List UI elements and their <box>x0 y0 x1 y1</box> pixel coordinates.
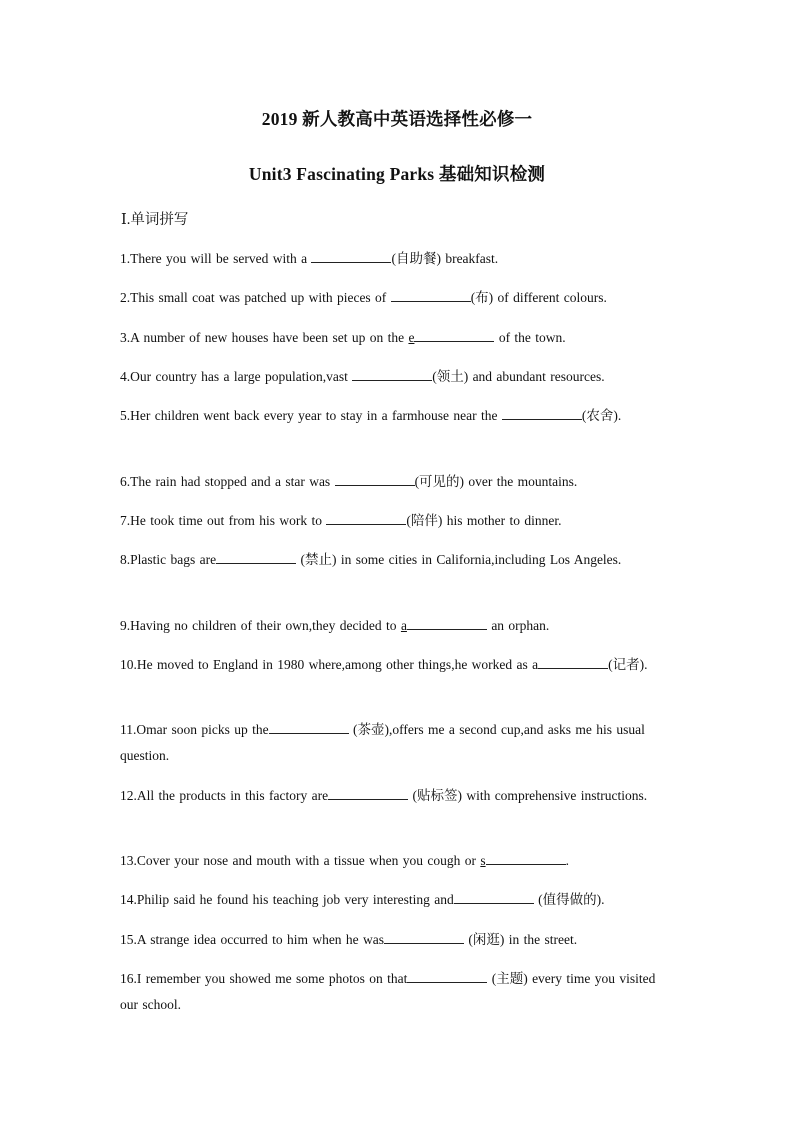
question-item <box>120 246 676 272</box>
answer-blank[interactable] <box>328 787 408 800</box>
question-hint: (记者). <box>608 657 648 672</box>
answer-blank[interactable] <box>502 407 582 420</box>
question-hint: (可见的) over the mountains. <box>414 474 578 489</box>
answer-blank[interactable] <box>326 512 406 525</box>
question-text: 9.Having no children of their own,they decided to <box>120 618 401 633</box>
question-item <box>120 508 676 534</box>
question-text: 13.Cover your nose and mouth with a tissue when you cough or <box>120 853 481 868</box>
answer-blank[interactable] <box>335 473 415 486</box>
question-text: 2.This small coat was patched up with pieces of <box>120 290 391 305</box>
answer-blank[interactable] <box>391 289 471 302</box>
question-text: 11.Omar soon picks up the <box>120 722 269 737</box>
question-hint: (陪伴) his mother to dinner. <box>406 513 562 528</box>
question-text: 4.Our country has a large population,vast <box>120 369 353 384</box>
answer-blank[interactable] <box>407 970 487 983</box>
question-text: 1.There you will be served with a <box>120 251 312 266</box>
document-subtitle: Unit3 Fascinating Parks 基础知识检测 <box>248 164 546 184</box>
question-item <box>120 887 676 913</box>
question-item <box>120 613 676 639</box>
question-text: 10.He moved to England in 1980 where,among other things,he worked as a <box>120 657 539 672</box>
answer-blank[interactable] <box>454 891 534 904</box>
question-hint: . <box>565 853 569 868</box>
question-item <box>120 927 676 953</box>
question-hint: (布) of different colours. <box>470 290 607 305</box>
answer-blank[interactable] <box>414 329 494 342</box>
question-hint: (值得做的). <box>533 892 605 907</box>
initial-letter: s <box>480 853 486 868</box>
question-text: 16.I remember you showed me some photos on that <box>120 971 408 986</box>
initial-letter: a <box>400 618 407 633</box>
question-hint: of the town. <box>494 330 566 345</box>
question-item <box>120 325 676 351</box>
answer-blank[interactable] <box>538 656 608 669</box>
question-hint: (闲逛) in the street. <box>464 932 578 947</box>
initial-letter: e <box>408 330 415 345</box>
answer-blank[interactable] <box>407 617 487 630</box>
question-hint: (贴标签) with comprehensive instructions. <box>408 788 648 803</box>
answer-blank[interactable] <box>216 551 296 564</box>
answer-blank[interactable] <box>311 250 391 263</box>
question-item <box>120 547 676 573</box>
question-hint: (茶壶),offers me a second cup,and asks me his usual question. <box>120 722 645 763</box>
question-item <box>120 285 676 311</box>
document-title: 2019 新人教高中英语选择性必修一 <box>261 109 533 129</box>
section-heading: Ⅰ.单词拼写 <box>121 212 189 228</box>
answer-blank[interactable] <box>384 931 464 944</box>
question-text: 7.He took time out from his work to <box>120 513 327 528</box>
question-item <box>120 966 676 1018</box>
question-hint: (农舍). <box>581 408 622 423</box>
question-text: 14.Philip said he found his teaching job very interesting and <box>120 892 454 907</box>
question-item <box>120 783 676 809</box>
question-hint: an orphan. <box>486 618 550 633</box>
question-text: 3.A number of new houses have been set up on the <box>120 330 409 345</box>
question-hint: (主题) every time you visited our school. <box>120 971 656 1012</box>
answer-blank[interactable] <box>352 368 432 381</box>
question-item <box>120 652 676 678</box>
question-item <box>120 848 676 874</box>
question-hint: (领土) and abundant resources. <box>432 369 605 384</box>
question-text: 6.The rain had stopped and a star was <box>120 474 335 489</box>
question-hint: (自助餐) breakfast. <box>391 251 499 266</box>
answer-blank[interactable] <box>486 852 566 865</box>
answer-blank[interactable] <box>269 721 349 734</box>
question-text: 15.A strange idea occurred to him when he was <box>120 932 385 947</box>
question-item <box>120 403 676 429</box>
question-text: 8.Plastic bags are <box>120 552 217 567</box>
question-text: 12.All the products in this factory are <box>120 788 329 803</box>
question-item <box>120 469 676 495</box>
question-hint: (禁止) in some cities in California,including Los Angeles. <box>296 552 622 567</box>
question-item <box>120 717 676 769</box>
question-item <box>120 364 676 390</box>
question-text: 5.Her children went back every year to stay in a farmhouse near the <box>120 408 502 423</box>
